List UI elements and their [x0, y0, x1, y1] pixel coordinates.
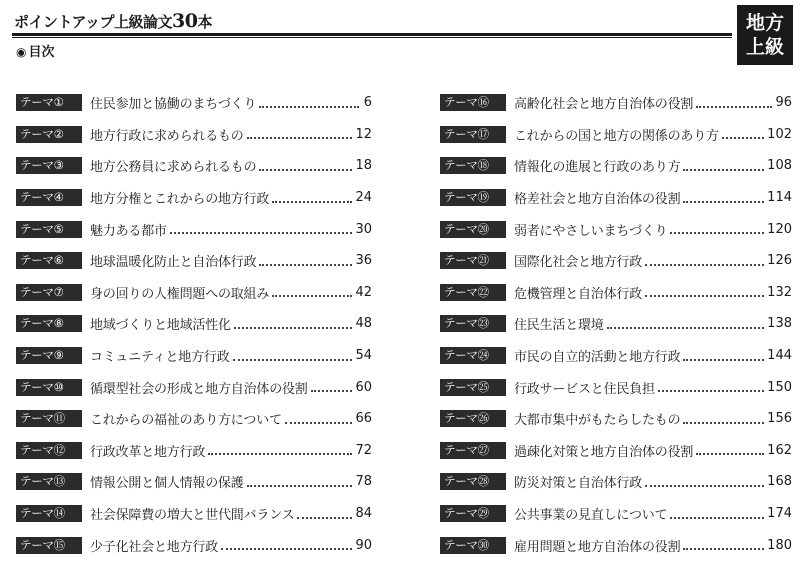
dot-leader — [259, 106, 359, 108]
entry-title: 情報公開と個人情報の保護 — [90, 476, 244, 492]
entry-title: 高齢化社会と地方自治体の役割 — [514, 97, 694, 113]
toc-entry[interactable] — [440, 498, 792, 530]
theme-label: テーマ⑯ — [440, 94, 506, 111]
entry-title: 国際化社会と地方行政 — [514, 255, 643, 271]
theme-label: テーマ⑦ — [16, 284, 82, 301]
theme-label: テーマ㉘ — [440, 473, 506, 490]
page-number: 126 — [767, 253, 792, 269]
level-badge — [737, 5, 793, 65]
page-header — [0, 0, 800, 70]
theme-label: テーマ⑳ — [440, 221, 506, 238]
page-number: 72 — [355, 442, 372, 458]
entry-title: 地域づくりと地域活性化 — [90, 318, 231, 334]
page-number: 168 — [767, 474, 792, 490]
entry-title: 身の回りの人権問題への取組み — [90, 286, 270, 302]
dot-leader — [247, 485, 353, 487]
theme-label: テーマ⑥ — [16, 252, 82, 269]
theme-label: テーマ⑭ — [16, 505, 82, 522]
page-number: 12 — [355, 126, 372, 142]
dot-leader — [683, 201, 764, 203]
entry-title: 住民生活と環境 — [514, 318, 604, 334]
toc-entry[interactable] — [16, 466, 372, 498]
toc-entry[interactable] — [16, 119, 372, 151]
theme-label: テーマ④ — [16, 189, 82, 206]
entry-title: 雇用問題と地方自治体の役割 — [514, 539, 681, 555]
dot-leader — [670, 517, 764, 519]
dot-leader — [645, 295, 764, 297]
dot-leader — [645, 485, 764, 487]
toc-entry[interactable] — [16, 371, 372, 403]
toc-entry[interactable] — [16, 308, 372, 340]
page-number: 78 — [355, 474, 372, 490]
header-rule-thin — [12, 37, 732, 38]
dot-leader — [208, 453, 352, 455]
toc-entry[interactable] — [16, 403, 372, 435]
toc-entry[interactable] — [440, 340, 792, 372]
page-number: 114 — [767, 190, 792, 206]
entry-title: 危機管理と自治体行政 — [514, 286, 643, 302]
page-number: 132 — [767, 284, 792, 300]
page-number: 144 — [767, 348, 792, 364]
page-number: 36 — [355, 253, 372, 269]
book-title-prefix: ポイントアップ上級論文 — [14, 13, 173, 31]
toc-entry[interactable] — [16, 340, 372, 372]
theme-label: テーマ⑤ — [16, 221, 82, 238]
toc-entry[interactable] — [16, 498, 372, 530]
toc-heading — [16, 41, 55, 60]
dot-leader — [259, 169, 352, 171]
entry-title: 循環型社会の形成と地方自治体の役割 — [90, 381, 308, 397]
theme-label: テーマ⑱ — [440, 157, 506, 174]
page-number: 66 — [355, 411, 372, 427]
entry-title: 地方分権とこれからの地方行政 — [90, 192, 270, 208]
page-number: 162 — [767, 442, 792, 458]
page-number: 120 — [767, 221, 792, 237]
dot-leader — [297, 517, 352, 519]
toc-entry[interactable] — [440, 119, 792, 151]
book-title-number: 30 — [172, 10, 198, 32]
dot-leader — [722, 137, 764, 139]
entry-title: これからの福祉のあり方について — [90, 413, 282, 429]
page-number: 48 — [355, 316, 372, 332]
page-number: 102 — [767, 126, 792, 142]
toc-entry[interactable] — [440, 87, 792, 119]
page-number: 54 — [355, 348, 372, 364]
theme-label: テーマ㉖ — [440, 410, 506, 427]
toc-entry[interactable] — [16, 150, 372, 182]
entry-title: 行政サービスと住民負担 — [514, 381, 655, 397]
theme-label: テーマ⑲ — [440, 189, 506, 206]
page-number: 60 — [355, 379, 372, 395]
page-number: 18 — [355, 158, 372, 174]
toc-entry[interactable] — [16, 245, 372, 277]
toc-entry[interactable] — [440, 308, 792, 340]
toc-entry[interactable] — [440, 182, 792, 214]
theme-label: テーマ② — [16, 126, 82, 143]
entry-title: これからの国と地方の関係のあり方 — [514, 128, 719, 144]
dot-leader — [259, 264, 352, 266]
theme-label: テーマ㉙ — [440, 505, 506, 522]
bullseye-icon: ◉ — [16, 45, 27, 59]
entry-title: 行政改革と地方行政 — [90, 444, 206, 460]
book-title-suffix: 本 — [197, 13, 212, 31]
toc-entry[interactable] — [440, 150, 792, 182]
toc-entry[interactable] — [16, 182, 372, 214]
theme-label: テーマ⑪ — [16, 410, 82, 427]
toc-entry[interactable] — [16, 87, 372, 119]
dot-leader — [683, 422, 764, 424]
theme-label: テーマ㉗ — [440, 442, 506, 459]
theme-label: テーマ㉓ — [440, 315, 506, 332]
toc-entry[interactable] — [440, 403, 792, 435]
theme-label: テーマ⑫ — [16, 442, 82, 459]
dot-leader — [645, 264, 764, 266]
toc-entry[interactable] — [440, 371, 792, 403]
dot-leader — [683, 169, 764, 171]
page-number: 138 — [767, 316, 792, 332]
entry-title: 防災対策と自治体行政 — [514, 476, 643, 492]
theme-label: テーマ① — [16, 94, 82, 111]
toc-column-right — [440, 87, 792, 561]
theme-label: テーマ⑰ — [440, 126, 506, 143]
theme-label: テーマ㉕ — [440, 379, 506, 396]
page-number: 90 — [355, 537, 372, 553]
theme-label: テーマ㉒ — [440, 284, 506, 301]
header-rule-thick — [12, 33, 732, 36]
theme-label: テーマ⑧ — [16, 315, 82, 332]
entry-title: 格差社会と地方自治体の役割 — [514, 192, 681, 208]
page-number: 180 — [767, 537, 792, 553]
toc-entry[interactable] — [440, 466, 792, 498]
page-number: 150 — [767, 379, 792, 395]
toc-entry[interactable] — [440, 435, 792, 467]
page-number: 156 — [767, 411, 792, 427]
theme-label: テーマ㉔ — [440, 347, 506, 364]
theme-label: テーマ⑬ — [16, 473, 82, 490]
entry-title: コミュニティと地方行政 — [90, 350, 230, 366]
dot-leader — [683, 359, 764, 361]
toc-entry[interactable] — [16, 435, 372, 467]
dot-leader — [234, 327, 353, 329]
page-number: 6 — [363, 95, 372, 111]
dot-leader — [311, 390, 353, 392]
dot-leader — [272, 295, 352, 297]
dot-leader — [272, 201, 352, 203]
level-badge-line2: 上級 — [745, 36, 784, 58]
toc-entry[interactable] — [440, 245, 792, 277]
entry-title: 魅力ある都市 — [90, 223, 167, 239]
entry-title: 大都市集中がもたらしたもの — [514, 413, 681, 429]
page-number: 174 — [767, 506, 792, 522]
toc-entry[interactable] — [440, 213, 792, 245]
dot-leader — [233, 359, 353, 361]
theme-label: テーマ⑩ — [16, 379, 82, 396]
dot-leader — [285, 422, 353, 424]
entry-title: 地方公務員に求められるもの — [90, 160, 257, 176]
toc-entry[interactable] — [440, 277, 792, 309]
theme-label: テーマ⑨ — [16, 347, 82, 364]
dot-leader — [221, 548, 352, 550]
theme-label: テーマ③ — [16, 157, 82, 174]
page-number: 24 — [355, 190, 372, 206]
page-number: 42 — [355, 284, 372, 300]
entry-title: 少子化社会と地方行政 — [90, 539, 219, 555]
page-number: 96 — [775, 95, 792, 111]
dot-leader — [170, 232, 353, 234]
dot-leader — [607, 327, 765, 329]
book-title — [14, 10, 212, 32]
entry-title: 住民参加と協働のまちづくり — [90, 97, 257, 113]
entry-title: 地方行政に求められるもの — [90, 128, 244, 144]
theme-label: テーマ⑮ — [16, 537, 82, 554]
entry-title: 地球温暖化防止と自治体行政 — [90, 255, 257, 271]
entry-title: 情報化の進展と行政のあり方 — [514, 160, 681, 176]
level-badge-line1: 地方 — [745, 12, 784, 34]
page-number: 30 — [355, 221, 372, 237]
toc-entry[interactable] — [16, 213, 372, 245]
toc-column-left — [16, 87, 372, 561]
toc-entry[interactable] — [16, 529, 372, 561]
toc-entry[interactable] — [440, 529, 792, 561]
dot-leader — [683, 548, 764, 550]
dot-leader — [247, 137, 353, 139]
entry-title: 社会保障費の増大と世代間バランス — [90, 508, 295, 524]
entry-title: 公共事業の見直しについて — [514, 508, 668, 524]
theme-label: テーマ㉑ — [440, 252, 506, 269]
dot-leader — [670, 232, 764, 234]
toc-heading-label: 目次 — [28, 45, 55, 60]
page-number: 108 — [767, 158, 792, 174]
entry-title: 過疎化対策と地方自治体の役割 — [514, 444, 694, 460]
theme-label: テーマ㉚ — [440, 537, 506, 554]
entry-title: 市民の自立的活動と地方行政 — [514, 350, 681, 366]
dot-leader — [696, 106, 772, 108]
entry-title: 弱者にやさしいまちづくり — [514, 223, 668, 239]
dot-leader — [696, 453, 764, 455]
toc-entry[interactable] — [16, 277, 372, 309]
dot-leader — [658, 390, 764, 392]
page-number: 84 — [355, 506, 372, 522]
